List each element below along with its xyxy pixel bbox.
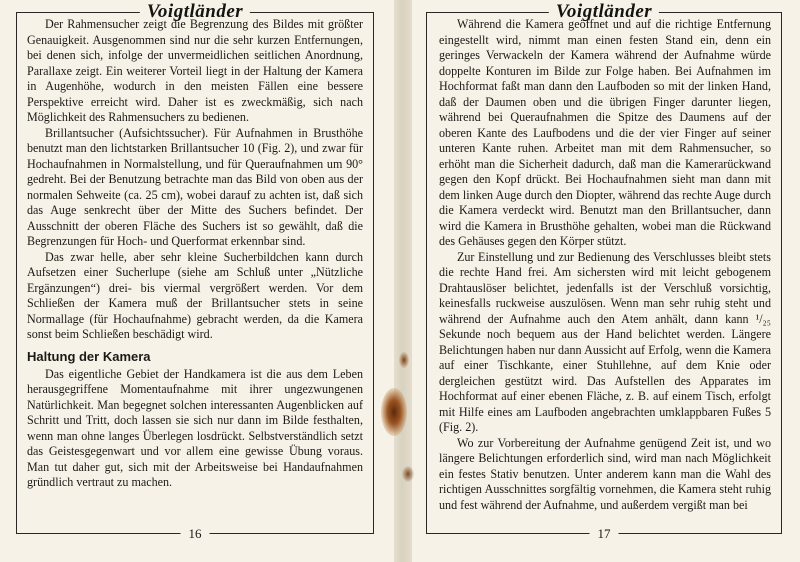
paragraph: Das eigentliche Gebiet der Handkamera ist die aus dem Leben herausgegriffene Momentaufnahme mit ihrer ungezwungenen Natürlichkeit. Man begegnet solchen interessanten Augenblicken auf Schritt und Tritt, doch lassen sie sich nur dann im Bilde festhalten, wenn man ohne langes Überlegen losdrückt. Selbstverständlich setzt das Geistesgegenwart und vor allem eine gewisse Übung voraus. Man tut daher gut, sich mit der Arbeitsweise bei Handaufnahmen gründlich vertraut zu machen. [27,366,363,489]
paragraph: Der Rahmensucher zeigt die Begrenzung des Bildes mit größter Genauigkeit. Ausgenommen sind nur die sehr kurzen Entfernungen, bei denen sich, infolge der unvermeidlichen seitlichen Anordnung, Parallaxe zeigt. Ein weiterer Vorteil liegt in der Haltung der Kamera in Augenhöhe, wodurch in den meisten Fällen eine bessere Perspektive erreicht wird. Daher ist es zweckmäßig, sich nach Möglichkeit des Rahmensuchers zu bedienen. [27,17,363,124]
left-page-frame [16,1,374,541]
burn-stain [402,466,414,482]
page-number: 17 [590,525,619,543]
paragraph: Das zwar helle, aber sehr kleine Sucherbildchen kann durch Aufsetzen einer Sucherlupe (siehe am Schluß unter „Nützliche Ergänzungen“) drei- bis viermal vergrößert werden. Vor dem Schließen der Kamera muß der Brillantsucher stets in seine Normallage (für Hochaufnahme) gebracht werden, da die Kamera sonst beim Schließen beschädigt wird. [27,249,363,341]
section-heading: Haltung der Kamera [27,348,151,364]
paragraph: Während die Kamera geöffnet und auf die richtige Entfernung eingestellt wird, nimmt man einen festen Stand ein, denn ein geringes Verwackeln der Kamera während der Aufnahme würde doppelte Konturen im Bilde zur Folge haben. Bei Aufnahmen im Hochformat faßt man dann den Laufboden so mit der linken Hand, daß der Daumen oben und die übrigen Finger darunter liegen, während bei Queraufnahmen die Spitze des Daumens auf der oberen Kante des Laufbodens und die der vier Finger auf seiner unteren Kante ruhen. Arbeitet man mit dem Rahmensucher, so erhöht man die Sicherheit dadurch, daß man die Kamerarückwand gegen den Kopf drückt. Bei Hochaufnahmen sieht man dann mit dem linken Auge durch den Diopter, während das rechte Auge durch die Kamera verdeckt wird. Benutzt man den Brillantsucher, dann wird die Kamera in Brusthöhe gehalten, wobei man die Rückwand des Gehäuses gegen den Körper stützt. [439,17,771,248]
page-number: 16 [181,525,210,543]
left-page-text [27,17,363,491]
burn-stain [399,352,409,368]
brand-logo: Voigtländer [140,2,250,22]
brand-logo: Voigtländer [549,2,659,22]
paragraph: Wo zur Vorbereitung der Aufnahme genügend Zeit ist, und wo längere Belichtungen erforderlich sind, wird man nach Möglichkeit ein festes Stativ benutzen. Unter anderem kann man die Wahl des richtigen Ausschnittes sorgfältig vornehmen, die Kamera steht ruhig und fest während der Aufnahme, und außerdem vergißt man bei [439,435,771,512]
right-page-frame [426,1,782,541]
burn-stain [381,388,407,436]
right-page [412,0,800,562]
paragraph: Zur Einstellung und zur Bedienung des Verschlusses bleibt stets die rechte Hand frei. Am sichersten wird mit leicht gebogenem Drahtauslöser belichtet, jedenfalls ist der Verschluß vorsichtig, keinesfalls ruckweise auszulösen. Wenn man sehr ruhig steht und während der Aufnahme auch den Atem anhält, dann kann ¹/₂₅ Sekunde noch bequem aus der Hand belichtet werden. Längere Belichtungen haben nur dann Aussicht auf Erfolg, wenn die Kamera auf einer Tischkante, einer Stuhllehne, auf dem Knie oder dergleichen gestützt wird. Das Aufstellen des Apparates im Hochformat auf einer ebenen Fläche, z. B. auf einem Tisch, erfolgt mit Hilfe eines am Laufboden angebrachten umklappbaren Fußes 5 (Fig. 2). [439,249,771,434]
paragraph: Brillantsucher (Aufsichtssucher). Für Aufnahmen in Brusthöhe benutzt man den lichtstarken Brillantsucher 10 (Fig. 2), und zwar für Hochaufnahmen in Normalstellung, und für Queraufnahmen um 90° gedreht. Bei der Benutzung betrachte man das Bild von oben aus der normalen Sehweite (ca. 25 cm), wobei darauf zu achten ist, daß sich das Auge senkrecht über der Mitte des Suchers befindet. Der Ausschnitt der oberen Fläche des Suchers ist so gewählt, daß die Begrenzungen für Hoch- und Querformat erkennbar sind. [27,125,363,248]
left-page [0,0,394,562]
right-page-text [439,17,771,513]
